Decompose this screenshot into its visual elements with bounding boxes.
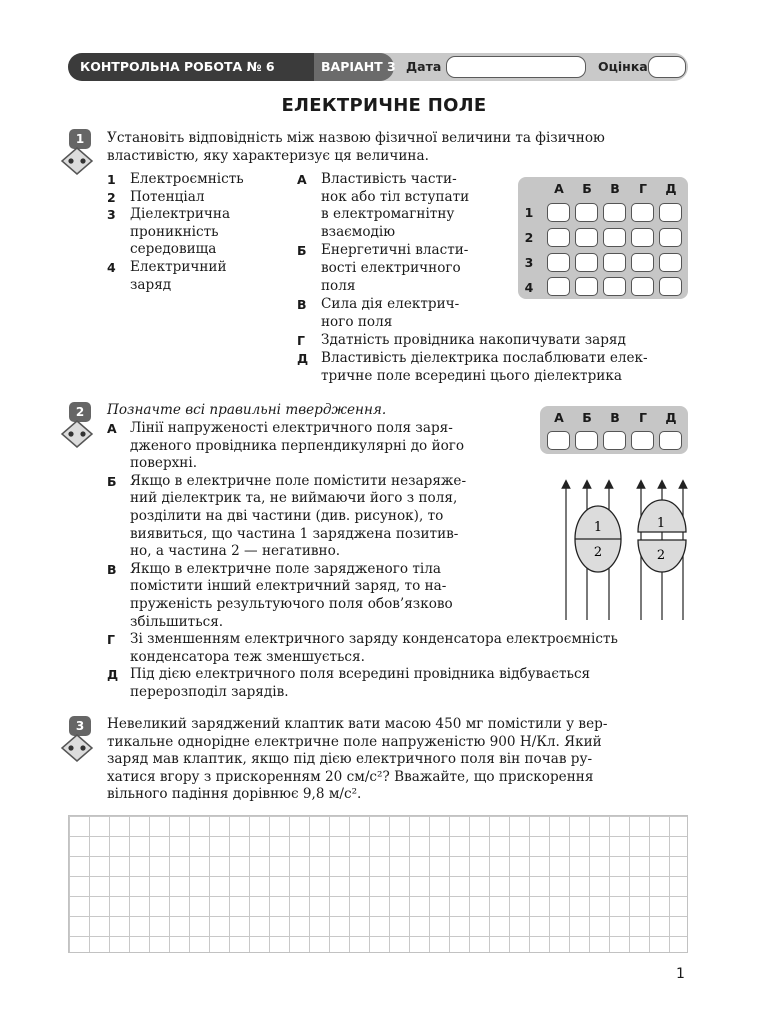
task-line: тикальне однорідне електричне поле напруженістю 900 Н/Кл. Який [107, 733, 602, 750]
grid-col-label: Г [639, 410, 647, 425]
list-item [297, 350, 692, 385]
option-item [107, 420, 519, 473]
list-item [107, 259, 287, 294]
answer-cell[interactable] [547, 228, 570, 247]
option-text: дженого провідника перпендикулярні до його [130, 437, 465, 454]
date-field[interactable] [446, 56, 586, 78]
task3-text [107, 716, 692, 804]
task2-options-wide [107, 631, 692, 701]
item-letter: А [297, 172, 307, 187]
option-text: Якщо в електричне поле зарядженого тіла [130, 560, 441, 577]
option-text: виявиться, що частина 1 заряджена позитив- [130, 525, 459, 542]
grid-col-label: А [554, 410, 564, 425]
answer-cell[interactable] [603, 253, 626, 272]
answer-cell[interactable] [631, 228, 654, 247]
option-text: Якщо в електричне поле помістити незаряже- [130, 472, 467, 489]
option-item [107, 473, 519, 561]
task2-options-narrow [107, 420, 519, 631]
task-line: хатися вгору з прискоренням 20 см/с²? Вважайте, що прискорення [107, 768, 594, 785]
dice-icon [60, 146, 94, 176]
item-text: середовища [130, 241, 217, 258]
item-text: в електромагнітну [321, 206, 455, 223]
item-text: нок або тіл вступати [321, 188, 470, 205]
item-number: 4 [107, 259, 116, 275]
part-label: 1 [656, 516, 666, 531]
task-number: 2 [69, 402, 91, 422]
item-letter: В [297, 297, 307, 313]
grid-col-label: В [610, 410, 620, 425]
answer-cell[interactable] [631, 431, 654, 450]
answer-cell[interactable] [547, 253, 570, 272]
answer-cell[interactable] [659, 203, 682, 222]
task2-instruction: Позначте всі правильні твердження. [107, 402, 387, 418]
answer-cell[interactable] [575, 277, 598, 296]
option-letter: В [107, 561, 117, 577]
list-item [107, 206, 287, 259]
answer-cell[interactable] [631, 277, 654, 296]
option-text: Зі зменшенням електричного заряду конденсатора електроємність [130, 631, 618, 647]
item-number: 2 [107, 189, 116, 205]
item-text: Потенціал [130, 188, 205, 205]
task1-question [107, 130, 605, 165]
option-letter: Г [107, 632, 115, 647]
grid-col-label: В [610, 181, 620, 196]
option-text: перерозподіл зарядів. [130, 683, 289, 700]
item-text: Діелектрична [130, 206, 231, 223]
task-line: Невеликий заряджений клаптик вати масою 450 мг помістили у вер- [107, 716, 608, 732]
page-title: ЕЛЕКТРИЧНЕ ПОЛЕ [281, 95, 487, 116]
item-text: Властивість части- [321, 171, 457, 187]
grid-col-label: Г [639, 181, 647, 196]
list-item [107, 189, 287, 207]
dice-icon [60, 733, 94, 763]
answer-cell[interactable] [659, 228, 682, 247]
option-letter: А [107, 421, 117, 436]
option-text: розділити на дві частини (див. рисунок), то [130, 507, 444, 524]
answer-cell[interactable] [659, 277, 682, 296]
option-text: конденсатора теж зменшується. [130, 648, 365, 665]
part-label: 2 [656, 548, 666, 563]
grid-col-label: Б [582, 410, 592, 425]
test-label: КОНТРОЛЬНА РОБОТА № 6 [80, 59, 275, 74]
item-text: тричне поле всередині цього діелектрика [321, 367, 622, 384]
answer-cell[interactable] [575, 228, 598, 247]
question-line: властивістю, яку характеризує ця величина. [107, 147, 429, 164]
answer-cell[interactable] [659, 253, 682, 272]
list-item [297, 296, 692, 331]
grid-col-label: Б [582, 181, 592, 196]
answer-cell[interactable] [575, 253, 598, 272]
task-badge-3 [60, 715, 100, 767]
option-item [107, 666, 692, 701]
item-number: 3 [107, 207, 116, 223]
option-text: пруженість результуючого поля обов’язково [130, 595, 453, 612]
option-letter: Д [107, 667, 119, 683]
task-badge-1 [60, 128, 100, 180]
task-line: вільного падіння дорівнює 9,8 м/с². [107, 786, 362, 803]
list-item [107, 171, 287, 189]
item-letter: Б [297, 243, 307, 259]
task1-left-list [107, 171, 287, 294]
answer-cell[interactable] [603, 228, 626, 247]
answer-cell[interactable] [547, 277, 570, 296]
dice-icon [60, 419, 94, 449]
item-text: Електричний [130, 258, 227, 275]
grid-row-label: 3 [524, 255, 534, 270]
option-text: но, а частина 2 — негативно. [130, 543, 341, 560]
date-label: Дата [406, 59, 442, 74]
item-text: Енергетичні власти- [321, 242, 469, 259]
answer-cell[interactable] [631, 203, 654, 222]
grade-field[interactable] [648, 56, 686, 78]
part-label: 2 [593, 545, 603, 560]
grid-row-label: 4 [524, 280, 534, 295]
task1-answer-grid [518, 177, 688, 299]
option-item [107, 631, 692, 666]
answer-writing-grid[interactable] [68, 815, 688, 953]
item-text: взаємодію [321, 223, 396, 240]
item-letter: Д [297, 350, 309, 366]
item-text: заряд [130, 276, 172, 293]
answer-cell[interactable] [603, 203, 626, 222]
option-text: ний діелектрик та, не виймаючи його з поля, [130, 490, 458, 507]
item-text: Властивість діелектрика послаблювати елек- [321, 349, 648, 366]
answer-cell[interactable] [603, 277, 626, 296]
grid-row-label: 2 [524, 230, 534, 245]
option-text: помістити інший електричний заряд, то на- [130, 578, 447, 595]
dielectric-figure [558, 472, 688, 622]
task-number: 3 [69, 716, 91, 736]
task-line: заряд мав клаптик, якщо під дією електричного поля він почав ру- [107, 751, 593, 768]
task-badge-2 [60, 401, 100, 453]
list-item [297, 332, 692, 350]
option-item [107, 561, 519, 631]
item-text: поля [321, 277, 356, 294]
answer-cell[interactable] [547, 431, 570, 450]
grid-col-label: А [554, 181, 564, 196]
option-text: збільшиться. [130, 613, 224, 630]
grade-label: Оцінка [598, 59, 648, 74]
item-text: вості електричного [321, 259, 461, 276]
variant-label: ВАРІАНТ 3 [321, 59, 396, 74]
grid-col-label: Д [665, 410, 677, 425]
answer-cell[interactable] [575, 431, 598, 450]
answer-cell[interactable] [603, 431, 626, 450]
item-number: 1 [107, 172, 116, 187]
option-text: поверхні. [130, 455, 198, 472]
answer-cell[interactable] [659, 431, 682, 450]
answer-cell[interactable] [547, 203, 570, 222]
item-text: проникність [130, 223, 219, 240]
grid-row-label: 1 [524, 205, 534, 220]
item-text: ного поля [321, 313, 393, 330]
grid-col-label: Д [665, 181, 677, 196]
item-text: Електроємність [130, 171, 244, 187]
item-letter: Г [297, 333, 305, 349]
task-number: 1 [69, 129, 91, 149]
page-number: 1 [676, 966, 685, 982]
option-text: Під дією електричного поля всередині провідника відбувається [130, 666, 591, 683]
option-text: Лінії напруженості електричного поля заря- [130, 420, 453, 436]
part-label: 1 [593, 520, 603, 535]
answer-cell[interactable] [631, 253, 654, 272]
item-text: Сила дія електрич- [321, 296, 460, 313]
item-text: Здатність провідника накопичувати заряд [321, 332, 626, 349]
question-line: Установіть відповідність між назвою фізичної величини та фізичною [107, 130, 605, 146]
task2-answer-grid [540, 406, 688, 454]
answer-cell[interactable] [575, 203, 598, 222]
option-letter: Б [107, 473, 117, 489]
